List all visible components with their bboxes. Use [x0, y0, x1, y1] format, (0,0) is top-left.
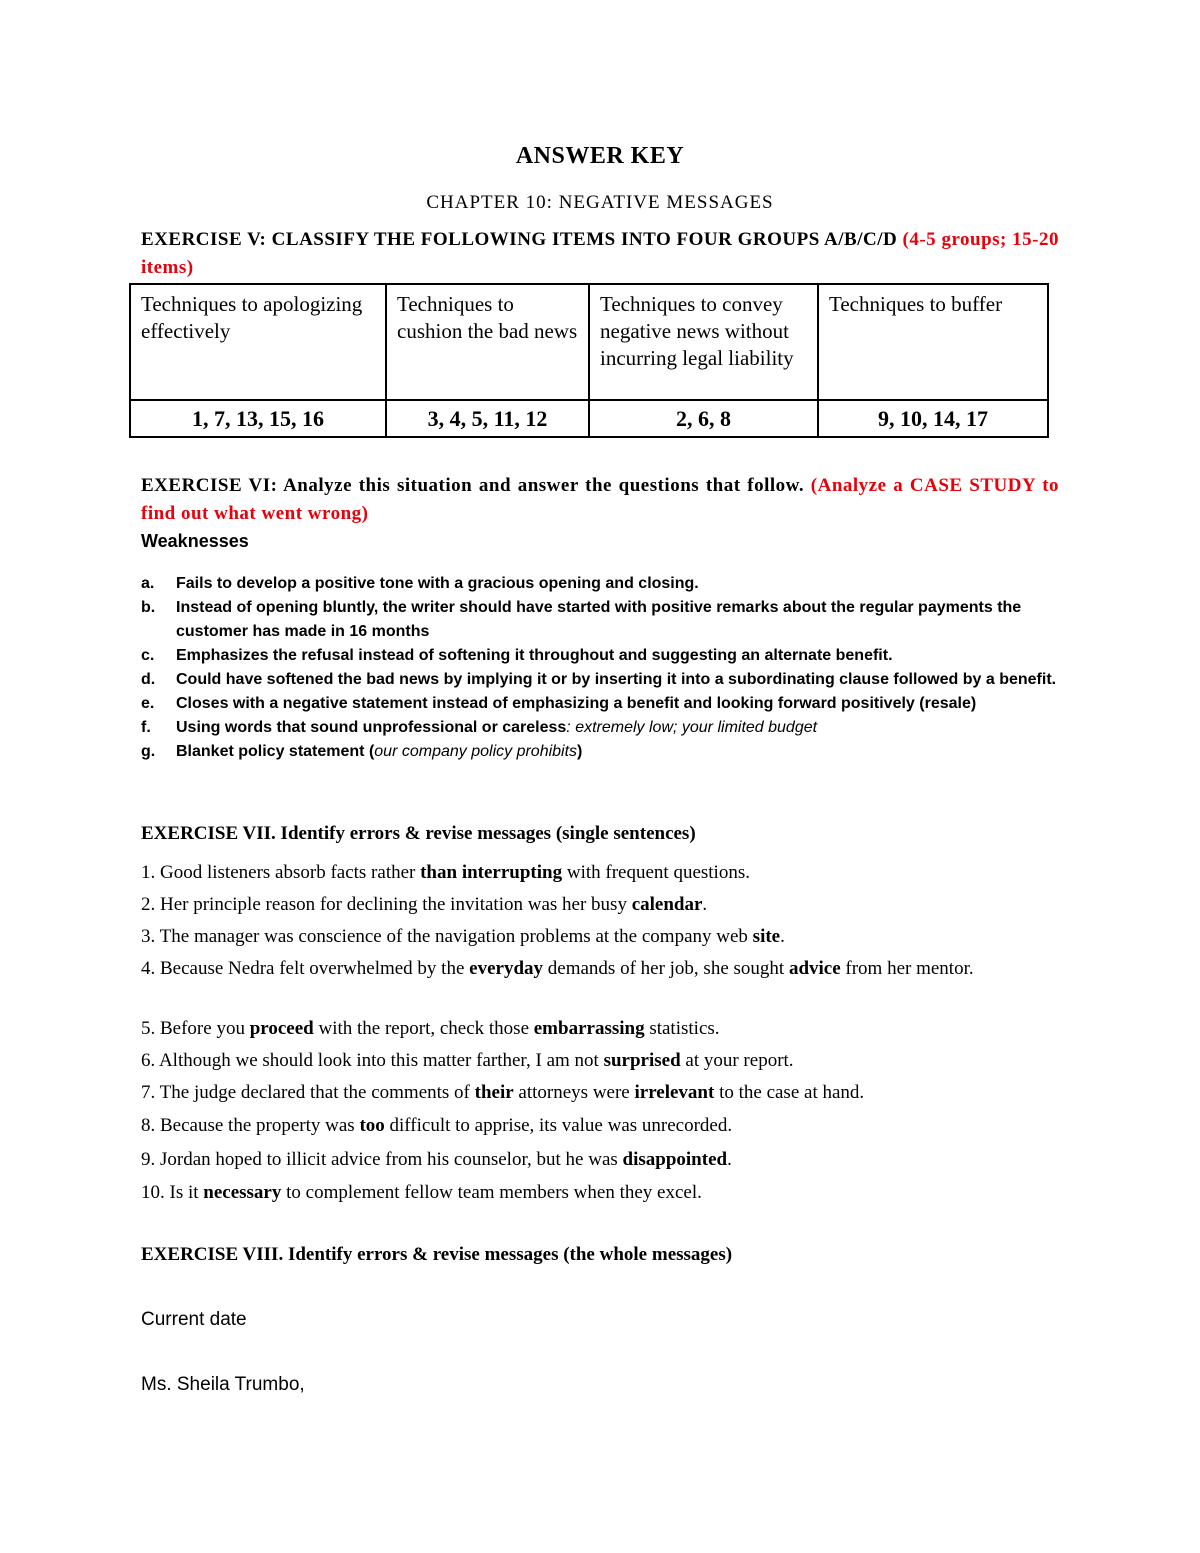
sentence-text: .: [702, 894, 708, 915]
sentence-3: [141, 923, 1059, 950]
weaknesses-list: [141, 572, 1061, 764]
list-marker: b.: [141, 599, 156, 616]
sentence-text: .: [727, 1149, 732, 1170]
sentence-10: [141, 1179, 1059, 1206]
sentence-bold: than interrupting: [420, 862, 563, 883]
sentence-text: 8. Because the property was: [141, 1115, 360, 1136]
exercise-5-heading: [141, 226, 1059, 282]
sentence-text: .: [780, 926, 785, 947]
sentence-bold: advice: [788, 958, 841, 979]
exercise-8-heading: EXERCISE VIII. Identify errors & revise messages (the whole messages): [141, 1244, 733, 1265]
letter-recipient: Ms. Sheila Trumbo,: [141, 1374, 305, 1395]
sentence-7: [141, 1079, 1059, 1106]
sentence-text: 4. Because Nedra felt overwhelmed by the: [141, 958, 470, 979]
table-header-cell: Techniques to buffer: [818, 284, 1048, 400]
list-marker: c.: [141, 647, 155, 664]
sentence-text: 2. Her principle reason for declining the invitation was her busy: [141, 894, 632, 915]
sentence-bold: surprised: [603, 1050, 681, 1071]
sentence-bold: site: [752, 926, 781, 947]
list-marker: a.: [141, 575, 155, 592]
exercise-6-heading-text: EXERCISE VI: Analyze this situation and answer the questions that follow.: [141, 475, 805, 496]
list-marker: g.: [141, 743, 156, 760]
list-item: [141, 740, 1061, 764]
sentence-text: difficult to apprise, its value was unrecorded.: [384, 1115, 733, 1136]
list-item: [141, 572, 1061, 596]
classification-table: [129, 283, 1049, 438]
list-item-text: Fails to develop a positive tone with a gracious opening and closing.: [176, 575, 699, 592]
list-item-text: Emphasizes the refusal instead of softening it throughout and suggesting an alternate benefit.: [176, 647, 893, 664]
sentence-text: demands of her job, she sought: [543, 958, 789, 979]
exercise-5-heading-text: EXERCISE V: CLASSIFY THE FOLLOWING ITEMS INTO FOUR GROUPS A/B/C/D: [141, 229, 898, 250]
list-marker: d.: [141, 671, 156, 688]
list-item: [141, 668, 1061, 692]
sentence-1: [141, 859, 1059, 886]
sentence-bold: irrelevant: [634, 1082, 715, 1103]
list-item-text: Using words that sound unprofessional or careless: [176, 719, 567, 736]
list-item: [141, 692, 1061, 716]
sentence-text: 7. The judge declared that the comments of: [141, 1082, 475, 1103]
exercise-5-note: (4-5 groups; 15-20 items): [141, 229, 1059, 278]
sentence-text: attorneys were: [513, 1082, 635, 1103]
sentence-text: with the report, check those: [313, 1018, 534, 1039]
exercise-7-heading: EXERCISE VII. Identify errors & revise messages (single sentences): [141, 823, 696, 844]
sentence-text: from her mentor.: [840, 958, 974, 979]
sentence-bold: everyday: [469, 958, 544, 979]
table-header-row: [130, 284, 1048, 400]
list-item: [141, 716, 1061, 740]
sentence-bold: too: [359, 1115, 385, 1136]
sentence-9: [141, 1146, 1059, 1173]
sentence-bold: disappointed: [622, 1149, 728, 1170]
list-marker: e.: [141, 695, 155, 712]
list-marker: f.: [141, 719, 151, 736]
list-item-italic: our company policy prohibits: [374, 743, 578, 760]
sentence-text: statistics.: [644, 1018, 720, 1039]
sentence-6: [141, 1047, 1059, 1074]
sentence-text: 5. Before you: [141, 1018, 250, 1039]
list-item: [141, 596, 1061, 644]
list-item-text: Instead of opening bluntly, the writer should have started with positive remarks about the regular payments the customer has made in 16 months: [176, 599, 1022, 640]
page-title: ANSWER KEY: [515, 143, 685, 169]
table-header-cell: Techniques to cushion the bad news: [386, 284, 589, 400]
table-answer-row: [130, 400, 1048, 437]
sentence-text: with frequent questions.: [562, 862, 750, 883]
sentence-2: [141, 891, 1059, 918]
list-item-italic: : extremely low; your limited budget: [566, 719, 818, 736]
chapter-heading: CHAPTER 10: NEGATIVE MESSAGES: [426, 192, 774, 213]
sentence-bold: embarrassing: [533, 1018, 645, 1039]
list-item-text: Could have softened the bad news by implying it or by inserting it into a subordinating clause followed by a benefit.: [176, 671, 1057, 688]
table-answer-cell: 3, 4, 5, 11, 12: [386, 400, 589, 437]
sentence-bold: necessary: [203, 1182, 282, 1203]
list-item-text: Closes with a negative statement instead of emphasizing a benefit and looking forward positively (resale): [176, 695, 977, 712]
sentence-bold: calendar: [631, 894, 703, 915]
list-item-tail: ): [577, 743, 583, 760]
sentence-5: [141, 1015, 1059, 1042]
exercise-6-heading: [141, 472, 1059, 528]
sentence-bold: proceed: [249, 1018, 314, 1039]
sentence-8: [141, 1112, 1059, 1139]
sentence-text: 3. The manager was conscience of the navigation problems at the company web: [141, 926, 753, 947]
list-item: [141, 644, 1061, 668]
sentence-text: to the case at hand.: [714, 1082, 865, 1103]
table-header-cell: Techniques to apologizing effectively: [130, 284, 386, 400]
list-item-text: Blanket policy statement (: [176, 743, 375, 760]
sentence-bold: their: [474, 1082, 514, 1103]
sentence-text: 9. Jordan hoped to illicit advice from his counselor, but he was: [141, 1149, 623, 1170]
sentence-text: to complement fellow team members when they excel.: [281, 1182, 702, 1203]
sentence-4: [141, 955, 1059, 982]
sentence-text: at your report.: [680, 1050, 794, 1071]
weaknesses-subheading: Weaknesses: [141, 531, 249, 551]
table-answer-cell: 2, 6, 8: [589, 400, 818, 437]
table-header-cell: Techniques to convey negative news without incurring legal liability: [589, 284, 818, 400]
letter-date: Current date: [141, 1309, 247, 1330]
exercise-6-note: (Analyze a CASE STUDY to find out what went wrong): [141, 475, 1060, 524]
sentence-text: 6. Although we should look into this matter farther, I am not: [141, 1050, 604, 1071]
sentence-text: 1. Good listeners absorb facts rather: [141, 862, 421, 883]
table-answer-cell: 1, 7, 13, 15, 16: [130, 400, 386, 437]
table-answer-cell: 9, 10, 14, 17: [818, 400, 1048, 437]
sentence-text: 10. Is it: [141, 1182, 204, 1203]
